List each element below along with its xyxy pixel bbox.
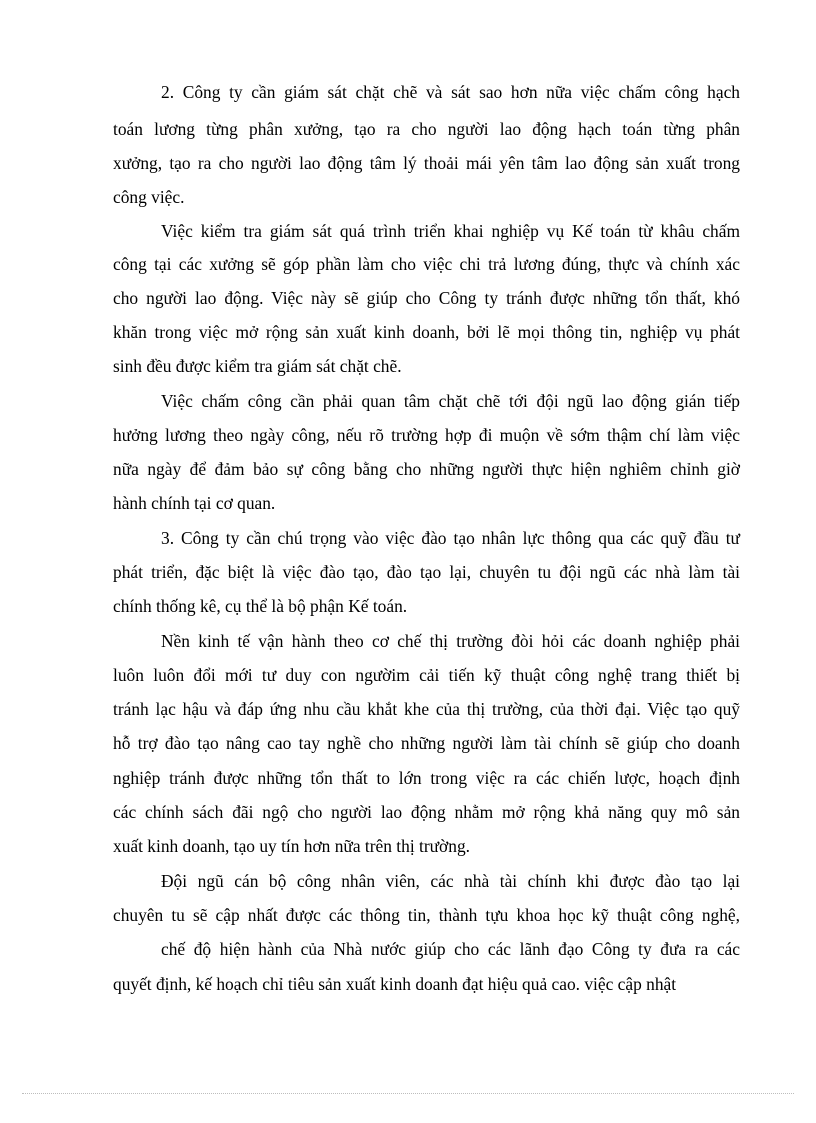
text-line: công tại các xưởng sẽ góp phần làm cho việc chi trả lương đúng, thực và chính xác [113, 254, 740, 274]
text-line: xuất kinh doanh, tạo uy tín hơn nữa trên thị trường. [113, 836, 470, 856]
text-line: Nền kinh tế vận hành theo cơ chế thị trường đòi hỏi các doanh nghiệp phải [161, 631, 740, 651]
text-line: khăn trong việc mở rộng sản xuất kinh doanh, bởi lẽ mọi thông tin, nghiệp vụ phát [113, 322, 740, 342]
text-line: nghiệp tránh được những tổn thất to lớn trong việc ra các chiến lược, hoạch định [113, 768, 740, 788]
text-line: 3. Công ty cần chú trọng vào việc đào tạo nhân lực thông qua các quỹ đầu tư [161, 528, 740, 548]
text-line: các chính sách đãi ngộ cho người lao động nhằm mở rộng khả năng quy mô sản [113, 802, 740, 822]
page-bottom-dotted-rule [22, 1093, 794, 1094]
text-line: chính thống kê, cụ thể là bộ phận Kế toán. [113, 596, 408, 616]
text-line: hưởng lương theo ngày công, nếu rõ trường hợp đi muộn về sớm thậm chí làm việc [113, 425, 740, 445]
text-line: tránh lạc hậu và đáp ứng nhu cầu khắt khe của thị trường, của thời đại. Việc tạo quỹ [113, 699, 740, 719]
text-line: chuyên tu sẽ cập nhất được các thông tin, thành tựu khoa học kỹ thuật công nghệ, [113, 905, 740, 925]
text-line: phát triển, đặc biệt là việc đào tạo, đào tạo lại, chuyên tu đội ngũ các nhà làm tài [113, 562, 740, 582]
text-line: Đội ngũ cán bộ công nhân viên, các nhà tài chính khi được đào tạo lại [161, 871, 740, 891]
text-line: cho người lao động. Việc này sẽ giúp cho Công ty tránh được những tổn thất, khó [113, 288, 740, 308]
text-line: chế độ hiện hành của Nhà nước giúp cho các lãnh đạo Công ty đưa ra các [161, 939, 740, 959]
text-line: Việc kiểm tra giám sát quá trình triển khai nghiệp vụ Kế toán từ khâu chấm [161, 221, 740, 241]
text-line: hỗ trợ đào tạo nâng cao tay nghề cho những người làm tài chính sẽ giúp cho doanh [113, 733, 740, 753]
text-line: 2. Công ty cần giám sát chặt chẽ và sát sao hơn nữa việc chấm công hạch [161, 82, 740, 102]
text-line: toán lương từng phân xưởng, tạo ra cho người lao động hạch toán từng phân [113, 119, 740, 139]
text-line: hành chính tại cơ quan. [113, 493, 276, 513]
text-line: công việc. [113, 187, 185, 207]
text-line: Việc chấm công cần phải quan tâm chặt chẽ tới đội ngũ lao động gián tiếp [161, 391, 740, 411]
text-line: nữa ngày để đảm bảo sự công bằng cho những người thực hiện nghiêm chỉnh giờ [113, 459, 740, 479]
text-line: xưởng, tạo ra cho người lao động tâm lý thoải mái yên tâm lao động sản xuất trong [113, 153, 740, 173]
text-line: sinh đều được kiểm tra giám sát chặt chẽ. [113, 356, 402, 376]
text-line: quyết định, kế hoạch chỉ tiêu sản xuất kinh doanh đạt hiệu quả cao. việc cập nhật [113, 974, 677, 994]
text-line: luôn luôn đổi mới tư duy con ngườim cải tiến kỹ thuật công nghệ trang thiết bị [113, 665, 740, 685]
